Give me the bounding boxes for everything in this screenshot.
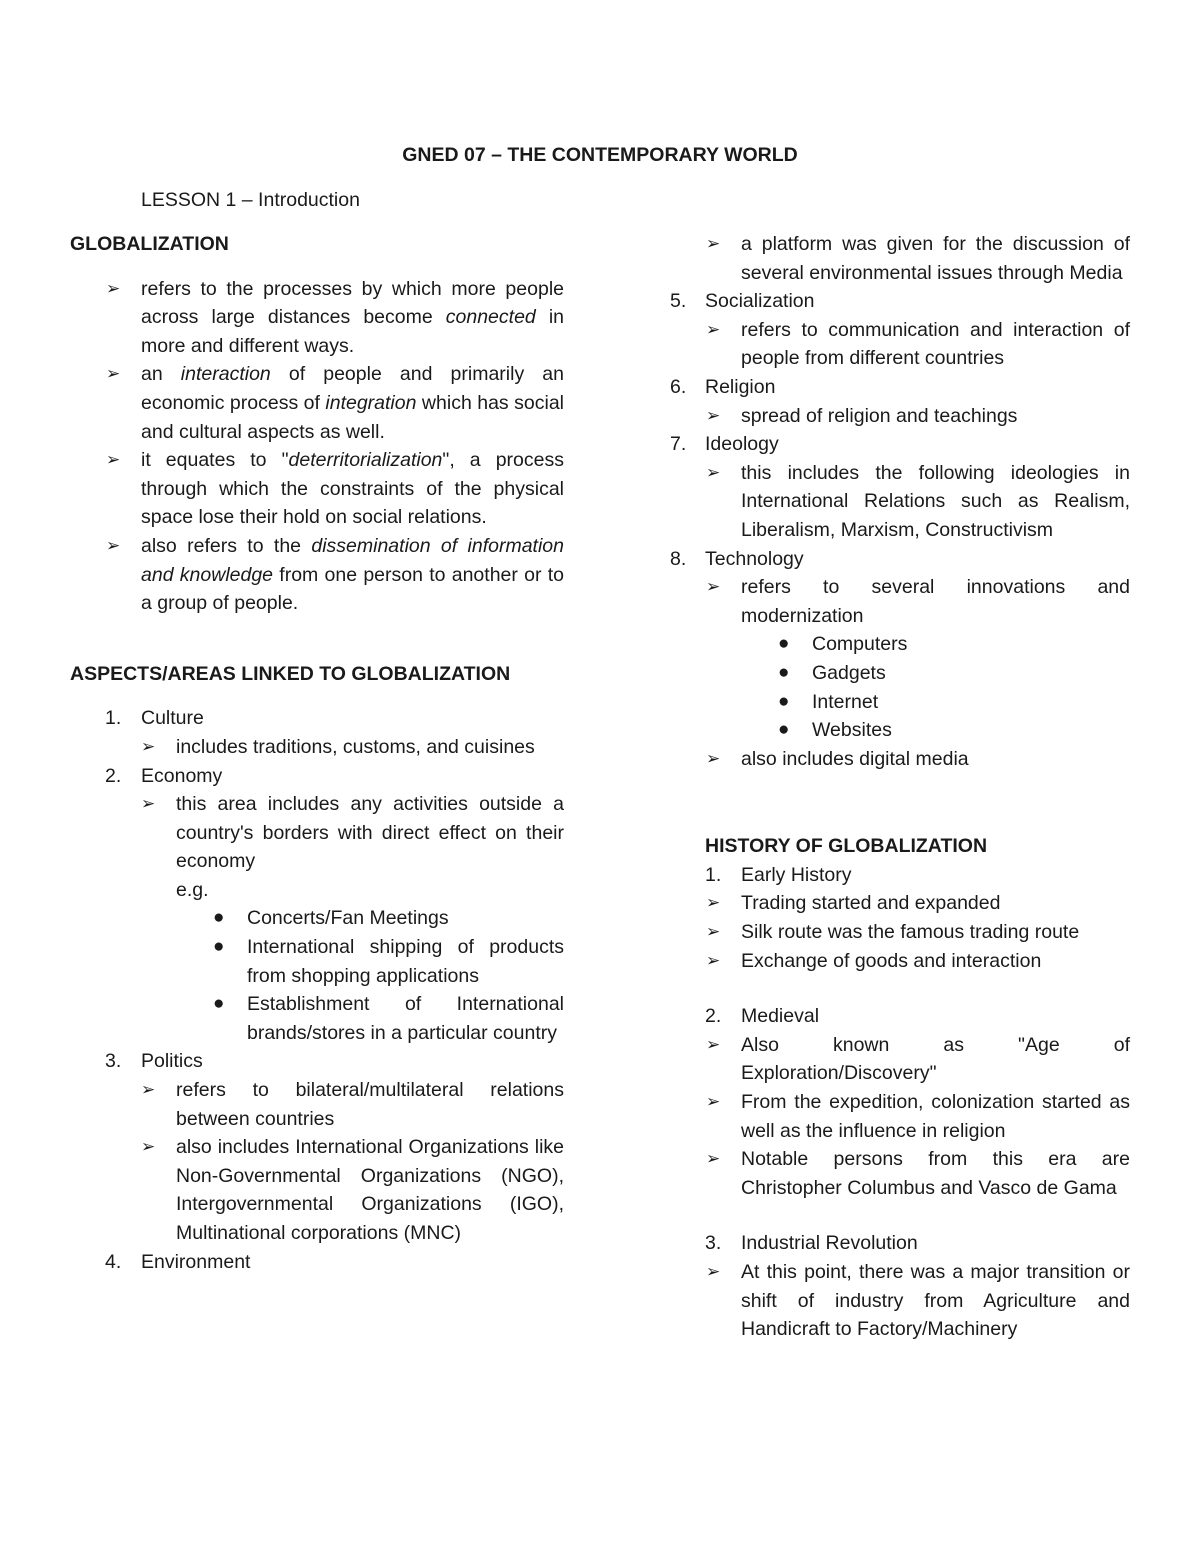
arrowhead-bullet-icon: ➢ <box>706 1092 721 1112</box>
aspect-socialization: 5. Socialization <box>670 290 815 313</box>
history-medieval: 2. Medieval <box>705 1005 820 1028</box>
early-point-3: ➢ Exchange of goods and interaction <box>670 947 1130 976</box>
dot-bullet-icon: ● <box>213 936 225 958</box>
aspect-culture: 1. Culture <box>105 707 204 730</box>
religion-point: ➢ spread of religion and teachings <box>670 402 1130 431</box>
arrowhead-bullet-icon: ➢ <box>706 893 721 913</box>
technology-example-1: ● Computers <box>670 630 1130 659</box>
aspect-technology: 8. Technology <box>670 547 804 570</box>
lesson-title: LESSON 1 – Introduction <box>141 189 360 211</box>
dot-bullet-icon: ● <box>213 993 225 1015</box>
arrowhead-bullet-icon: ➢ <box>106 535 121 555</box>
environment-point: ➢ a platform was given for the discussion of several environmental issues through Media <box>670 230 1130 287</box>
dot-bullet-icon: ● <box>778 719 790 741</box>
aspect-environment: 4. Environment <box>105 1250 251 1273</box>
economy-example-2: ● International shipping of products from shopping applications <box>70 933 564 990</box>
arrowhead-bullet-icon: ➢ <box>706 462 721 482</box>
technology-point-1: ➢ refers to several innovations and modernization <box>670 573 1130 630</box>
arrowhead-bullet-icon: ➢ <box>706 922 721 942</box>
politics-point-1: ➢ refers to bilateral/multilateral relations between countries <box>70 1076 564 1133</box>
medieval-point-3: ➢ Notable persons from this era are Christopher Columbus and Vasco de Gama <box>670 1145 1130 1202</box>
arrowhead-bullet-icon: ➢ <box>141 1137 156 1157</box>
economy-point: ➢ this area includes any activities outside a country's borders with direct effect on their economy <box>70 790 564 876</box>
arrowhead-bullet-icon: ➢ <box>706 748 721 768</box>
aspects-heading: ASPECTS/AREAS LINKED TO GLOBALIZATION <box>70 662 511 685</box>
socialization-point: ➢ refers to communication and interaction of people from different countries <box>670 316 1130 373</box>
globalization-heading: GLOBALIZATION <box>70 233 229 255</box>
history-heading: HISTORY OF GLOBALIZATION <box>705 835 988 858</box>
technology-example-3: ● Internet <box>670 688 1130 717</box>
economy-example-label: e.g. <box>176 878 209 901</box>
arrowhead-bullet-icon: ➢ <box>706 950 721 970</box>
aspect-economy: 2. Economy <box>105 764 223 787</box>
arrowhead-bullet-icon: ➢ <box>706 405 721 425</box>
dot-bullet-icon: ● <box>213 907 225 929</box>
aspect-ideology: 7. Ideology <box>670 433 779 456</box>
arrowhead-bullet-icon: ➢ <box>706 234 721 253</box>
technology-example-4: ● Websites <box>670 716 1130 745</box>
industrial-point-1: ➢ At this point, there was a major transition or shift of industry from Agriculture and Handicraft to Factory/Machinery <box>670 1258 1130 1344</box>
economy-example-1: ● Concerts/Fan Meetings <box>70 904 564 933</box>
arrowhead-bullet-icon: ➢ <box>141 736 156 756</box>
globalization-point-2: ➢ an interaction of people and primarily an economic process of integration which has social and cultural aspects as well. <box>70 360 564 446</box>
economy-example-3: ● Establishment of International brands/stores in a particular country <box>70 990 564 1047</box>
arrowhead-bullet-icon: ➢ <box>141 794 156 814</box>
history-early: 1. Early History <box>705 863 852 886</box>
early-point-2: ➢ Silk route was the famous trading route <box>670 918 1130 947</box>
technology-example-2: ● Gadgets <box>670 659 1130 688</box>
aspect-politics: 3. Politics <box>105 1050 203 1073</box>
right-column <box>670 230 1130 1344</box>
globalization-point-3: ➢ it equates to "deterritorialization", a process through which the constraints of the physical space lose their hold on social relations. <box>70 446 564 532</box>
globalization-point-1: ➢ refers to the processes by which more people across large distances become connected in more and different ways. <box>70 275 564 361</box>
aspect-religion: 6. Religion <box>670 375 776 398</box>
arrowhead-bullet-icon: ➢ <box>706 1262 721 1281</box>
ideology-point: ➢ this includes the following ideologies in International Relations such as Realism, Liberalism, Marxism, Constructivism <box>670 459 1130 545</box>
history-industrial: 3. Industrial Revolution <box>705 1232 918 1255</box>
arrowhead-bullet-icon: ➢ <box>141 1080 156 1100</box>
arrowhead-bullet-icon: ➢ <box>706 319 721 339</box>
left-column <box>70 230 564 1276</box>
arrowhead-bullet-icon: ➢ <box>706 1034 721 1054</box>
arrowhead-bullet-icon: ➢ <box>106 278 121 298</box>
arrowhead-bullet-icon: ➢ <box>106 450 121 470</box>
dot-bullet-icon: ● <box>778 633 790 655</box>
technology-point-2: ➢ also includes digital media <box>670 745 1130 774</box>
page-title: GNED 07 – THE CONTEMPORARY WORLD <box>402 144 798 166</box>
arrowhead-bullet-icon: ➢ <box>706 577 721 597</box>
globalization-point-4: ➢ also refers to the dissemination of information and knowledge from one person to another or to a group of people. <box>70 532 564 618</box>
arrowhead-bullet-icon: ➢ <box>706 1149 721 1169</box>
arrowhead-bullet-icon: ➢ <box>106 364 121 384</box>
early-point-1: ➢ Trading started and expanded <box>670 889 1130 918</box>
medieval-point-2: ➢ From the expedition, colonization started as well as the influence in religion <box>670 1088 1130 1145</box>
politics-point-2: ➢ also includes International Organizations like Non-Governmental Organizations (NGO), Intergovernmental Organizations (IGO), Multinational corporations (MNC) <box>70 1133 564 1247</box>
dot-bullet-icon: ● <box>778 661 790 683</box>
medieval-point-1: ➢ Also known as "Age of Exploration/Discovery" <box>670 1031 1130 1088</box>
culture-point: ➢ includes traditions, customs, and cuisines <box>70 733 564 762</box>
dot-bullet-icon: ● <box>778 690 790 712</box>
